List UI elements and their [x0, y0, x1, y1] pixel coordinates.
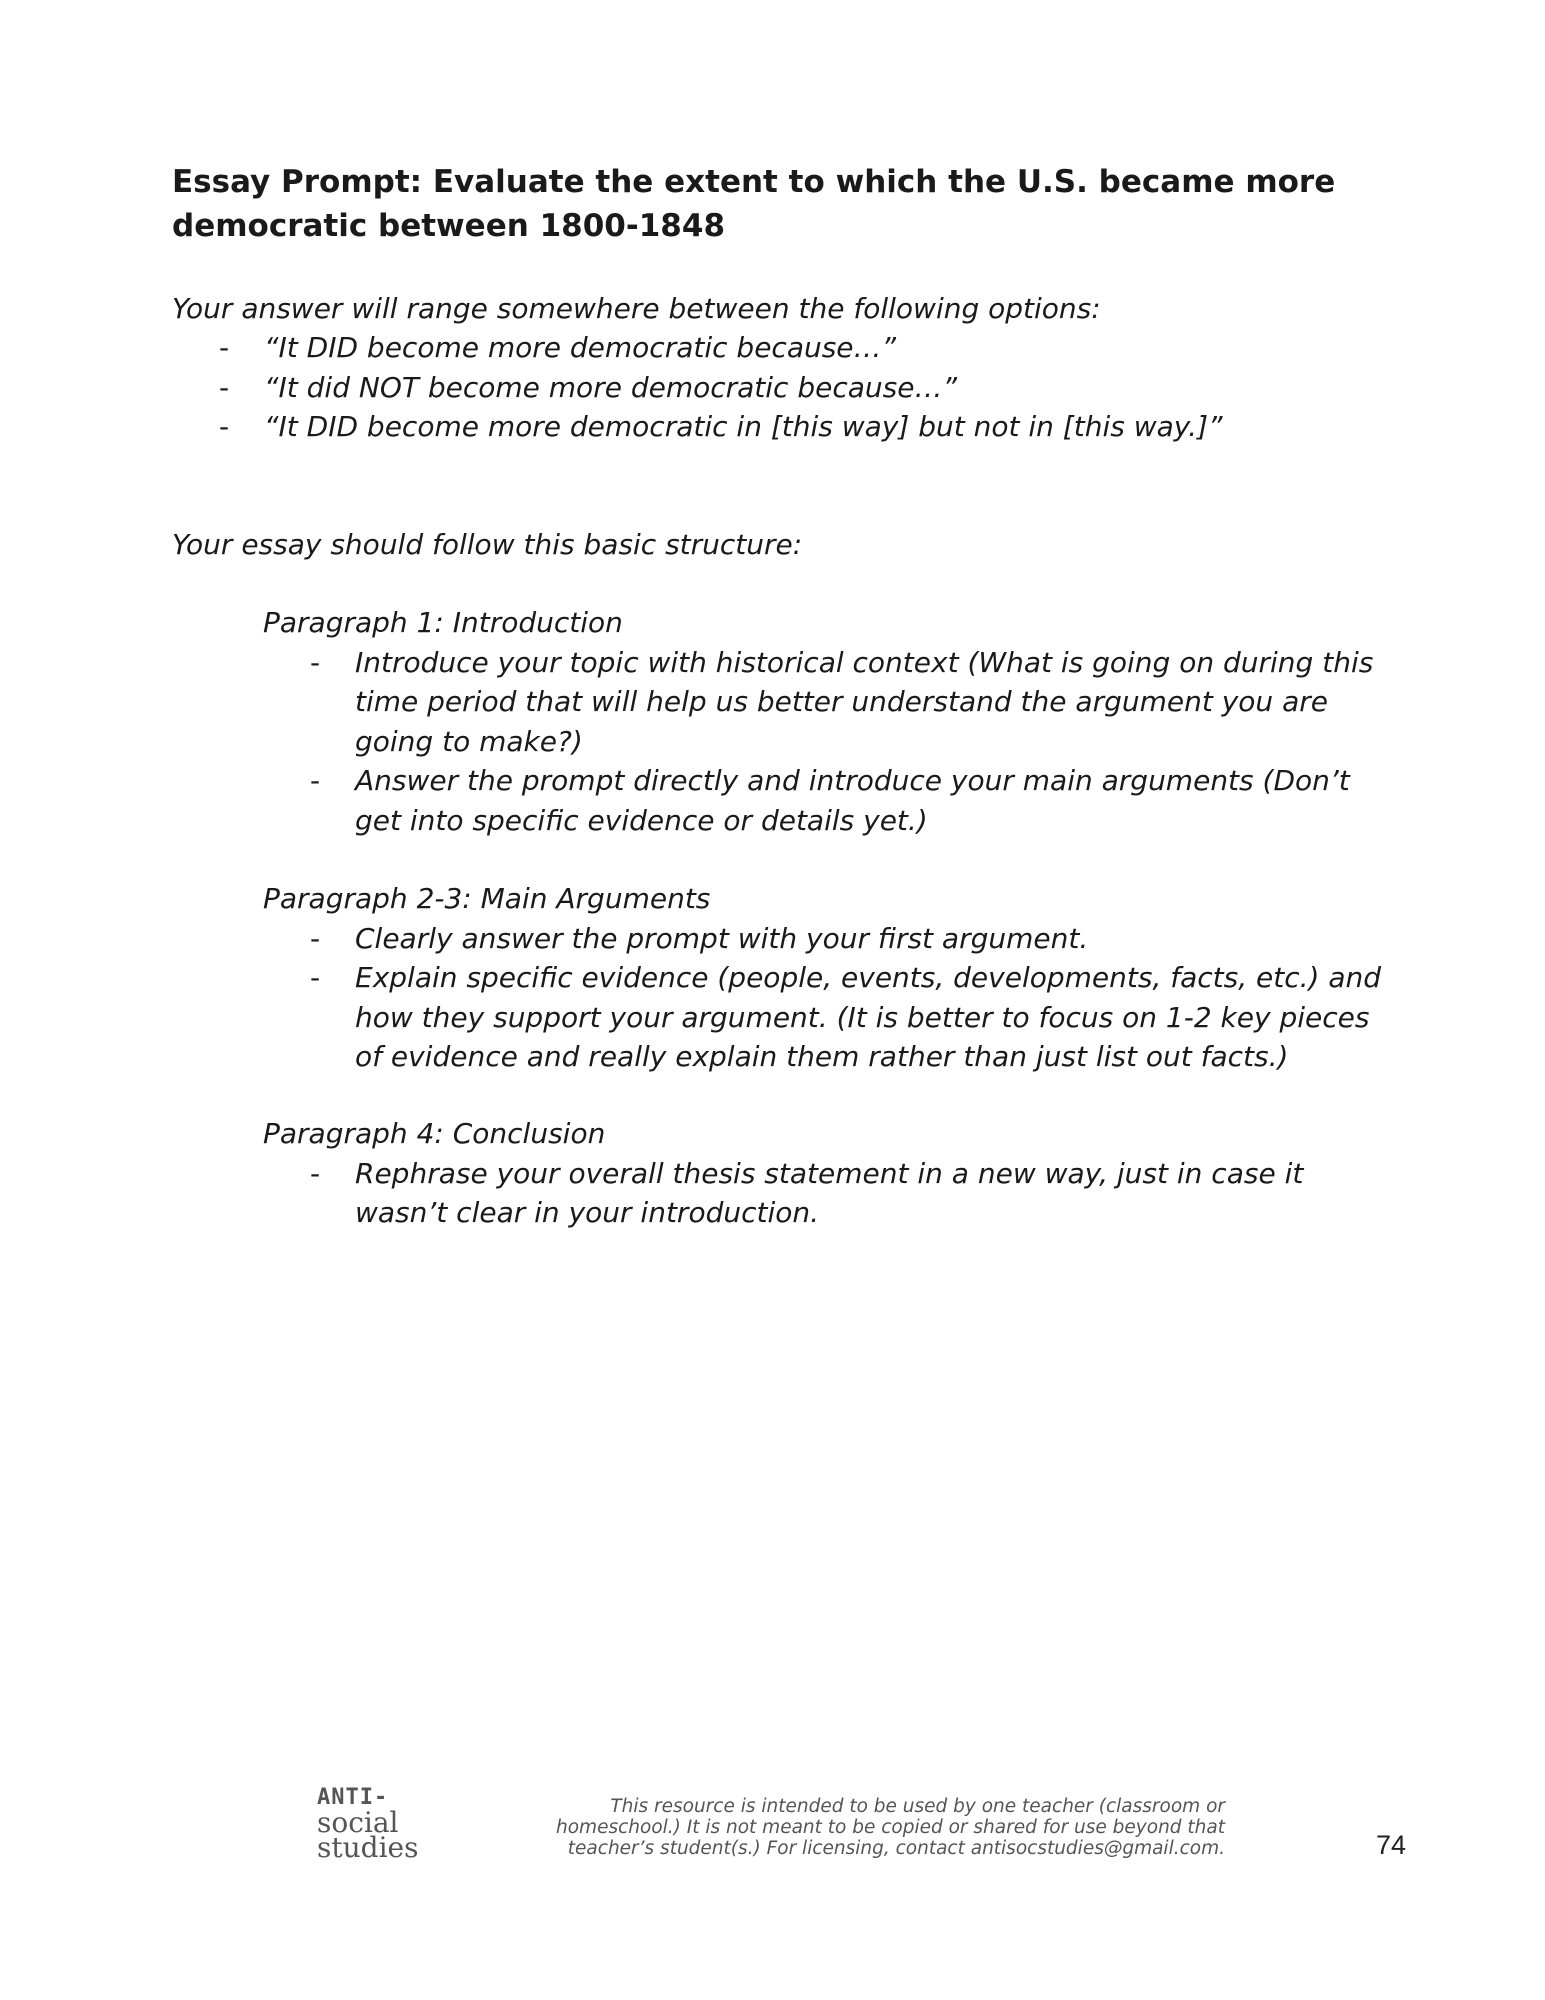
section-introduction — [263, 603, 1383, 840]
section-heading: Paragraph 1: Introduction — [263, 606, 623, 639]
section-items — [263, 643, 1383, 841]
logo-anti: ANTI- — [317, 1785, 389, 1810]
section-items — [263, 919, 1383, 1077]
list-item: - “It DID become more democratic in [this way] but not in [this way.]” — [172, 407, 1352, 447]
anti-social-studies-logo — [317, 1785, 427, 1864]
list-item: - Rephrase your overall thesis statement in a new way, just in case it wasn’t clear in your introduction. — [263, 1154, 1383, 1233]
section-main-arguments — [263, 879, 1383, 1077]
page-number: 74 — [1376, 1830, 1407, 1860]
section-conclusion — [263, 1114, 1383, 1233]
options-intro: Your answer will range somewhere between the following options: — [172, 292, 1101, 325]
list-item: - “It did NOT become more democratic because…” — [172, 368, 1352, 408]
page-title: Essay Prompt: Evaluate the extent to which the U.S. became more democratic between 1800-1848 — [172, 164, 1336, 244]
structure-intro: Your essay should follow this basic structure: — [172, 528, 803, 561]
license-note — [490, 1796, 1225, 1859]
license-note-line: homeschool.) It is not meant to be copied or shared for use beyond that — [556, 1817, 1225, 1838]
license-note-line: This resource is intended to be used by one teacher (classroom or — [610, 1796, 1225, 1817]
section-heading: Paragraph 4: Conclusion — [263, 1117, 606, 1150]
section-heading: Paragraph 2-3: Main Arguments — [263, 882, 711, 915]
list-item: - “It DID become more democratic because…” — [172, 328, 1352, 368]
list-item: - Clearly answer the prompt with your first argument. — [263, 919, 1383, 959]
license-note-line: teacher’s student(s.) For licensing, contact antisocstudies@gmail.com. — [567, 1838, 1225, 1859]
logo-studies: studies — [317, 1831, 419, 1864]
section-items — [263, 1154, 1383, 1233]
logo-social: social — [317, 1806, 399, 1839]
options-list — [172, 328, 1352, 447]
list-item: - Introduce your topic with historical context (What is going on during this time period that will help us better understand the argument you are going to make?) — [263, 643, 1383, 762]
list-item: - Explain specific evidence (people, events, developments, facts, etc.) and how they support your argument. (It is better to focus on 1-2 key pieces of evidence and really explain them rather than just list out facts.) — [263, 958, 1383, 1077]
list-item: - Answer the prompt directly and introduce your main arguments (Don’t get into specific evidence or details yet.) — [263, 761, 1383, 840]
